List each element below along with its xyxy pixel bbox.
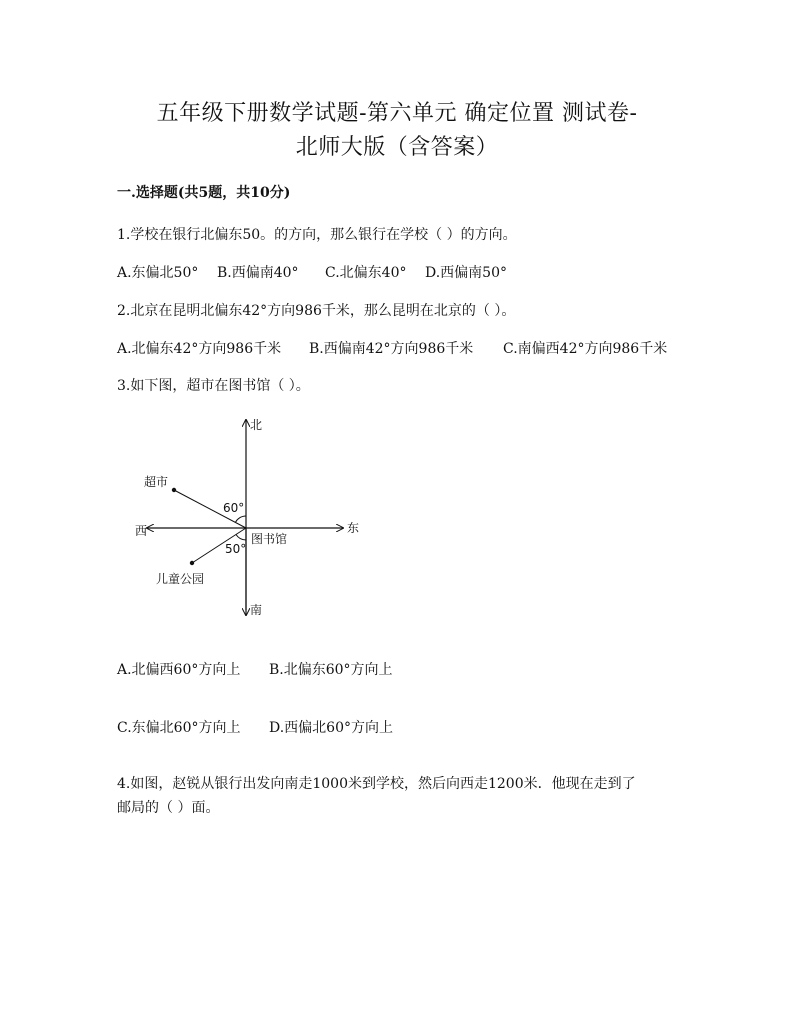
label-park: 儿童公园 <box>156 572 205 586</box>
compass-diagram <box>125 410 385 625</box>
label-south: 南 <box>250 603 263 617</box>
question-2-options <box>117 338 667 358</box>
q3-option-b: B.北偏东60°方向上 <box>269 662 393 678</box>
question-4-text-line1: 4.如图，赵锐从银行出发向南走1000米到学校，然后向西走1200米．他现在走到了 <box>117 776 636 792</box>
label-east: 东 <box>347 521 360 535</box>
question-3-options-row1 <box>117 659 393 679</box>
question-3-text: 3.如下图，超市在图书馆（ ）。 <box>117 378 310 394</box>
supermarket-point <box>172 488 176 492</box>
label-library: 图书馆 <box>251 532 288 546</box>
question-1-text: 1.学校在银行北偏东50。的方向，那么银行在学校（ ）的方向。 <box>117 227 517 243</box>
page-title-line2: 北师大版（含答案） <box>295 135 499 160</box>
q2-option-a: A.北偏东42°方向986千米 <box>117 341 282 357</box>
label-west: 西 <box>135 524 148 538</box>
label-supermarket: 超市 <box>144 475 169 489</box>
section-heading: 一.选择题(共5题，共10分) <box>117 185 291 201</box>
q3-option-a: A.北偏西60°方向上 <box>117 662 241 678</box>
question-3-options-row2 <box>117 717 393 737</box>
label-angle-60: 60° <box>223 501 245 515</box>
q1-option-c: C.北偏东40° <box>325 265 407 281</box>
q3-option-c: C.东偏北60°方向上 <box>117 720 241 736</box>
q2-option-c: C.南偏西42°方向986千米 <box>503 341 668 357</box>
q1-option-a: A.东偏北50° <box>117 265 199 281</box>
label-angle-50: 50° <box>225 542 247 556</box>
q1-option-d: D.西偏南50° <box>425 265 507 281</box>
angle-arc-park <box>236 535 246 541</box>
q1-option-b: B.西偏南40° <box>217 265 299 281</box>
question-1-options <box>117 262 507 282</box>
park-point <box>190 561 194 565</box>
q3-option-d: D.西偏北60°方向上 <box>269 720 393 736</box>
question-4-text-line2: 邮局的（ ）面。 <box>117 800 220 816</box>
label-north: 北 <box>250 418 263 432</box>
angle-arc-supermarket <box>235 516 246 522</box>
q2-option-b: B.西偏南42°方向986千米 <box>309 341 474 357</box>
page-title-line1: 五年级下册数学试题-第六单元 确定位置 测试卷- <box>156 101 638 126</box>
question-2-text: 2.北京在昆明北偏东42°方向986千米，那么昆明在北京的（ ）。 <box>117 303 516 319</box>
